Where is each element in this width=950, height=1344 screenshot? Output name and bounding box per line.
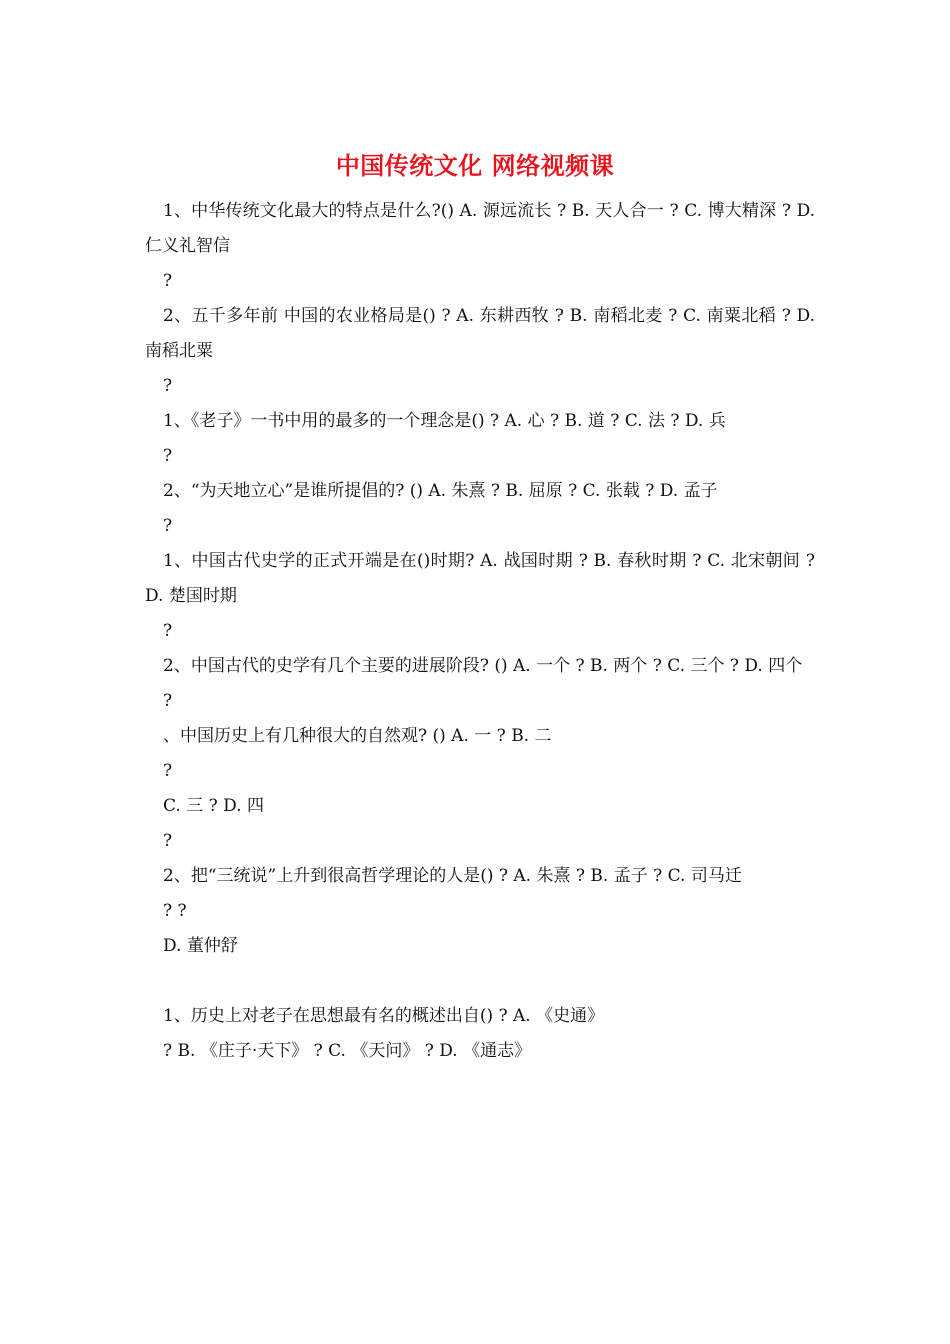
answer-mark: ? [163, 516, 173, 536]
document-title: 中国传统文化 网络视频课 [335, 152, 615, 180]
blank-line [145, 964, 815, 999]
question-2a: 2、五千多年前 中国的农业格局是() ? A. 东耕西牧 ? B. 南稻北麦 ? C. 南粟北稻 ? D. 南稻北粟 [145, 306, 815, 361]
question-1d: 1、历史上对老子在思想最有名的概述出自() ? A. 《史通》 [163, 1006, 605, 1026]
question-1d-options: ? B. 《庄子·天下》 ? C. 《天问》 ? D. 《通志》 [163, 1041, 532, 1061]
answer-mark: ? [163, 691, 173, 711]
answer-mark: ? [163, 621, 173, 641]
question-2c: 2、中国古代的史学有几个主要的进展阶段? () A. 一个 ? B. 两个 ? C. 三个 ? D. 四个 [163, 656, 803, 676]
question-1a: 1、中华传统文化最大的特点是什么?() A. 源远流长 ? B. 天人合一 ? C. 博大精深 ? D. 仁义礼智信 [145, 201, 815, 256]
question-1c: 1、中国古代史学的正式开端是在()时期? A. 战国时期 ? B. 春秋时期 ? C. 北宋朝间 ? D. 楚国时期 [145, 551, 815, 606]
question-2d: 2、把“三统说”上升到很高哲学理论的人是() ? A. 朱熹 ? B. 孟子 ? C. 司马迁 [163, 866, 742, 886]
answer-mark: ? [163, 831, 173, 851]
answer-mark: ? [163, 376, 173, 396]
question-1b: 1、《老子》一书中用的最多的一个理念是() ? A. 心 ? B. 道 ? C. 法 ? D. 兵 [163, 411, 726, 431]
answer-mark: ? [163, 761, 173, 781]
answer-mark: ? ? [163, 901, 187, 921]
question-3: 、中国历史上有几种很大的自然观? () A. 一 ? B. 二 [163, 726, 552, 746]
answer-mark: ? [163, 446, 173, 466]
question-2d-option-d: D. 董仲舒 [163, 936, 238, 956]
answer-mark: ? [163, 271, 173, 291]
question-3-options: C. 三 ? D. 四 [163, 796, 264, 816]
document-body [145, 194, 815, 1069]
question-2b: 2、“为天地立心”是谁所提倡的? () A. 朱熹 ? B. 屈原 ? C. 张载 ? D. 孟子 [163, 481, 718, 501]
